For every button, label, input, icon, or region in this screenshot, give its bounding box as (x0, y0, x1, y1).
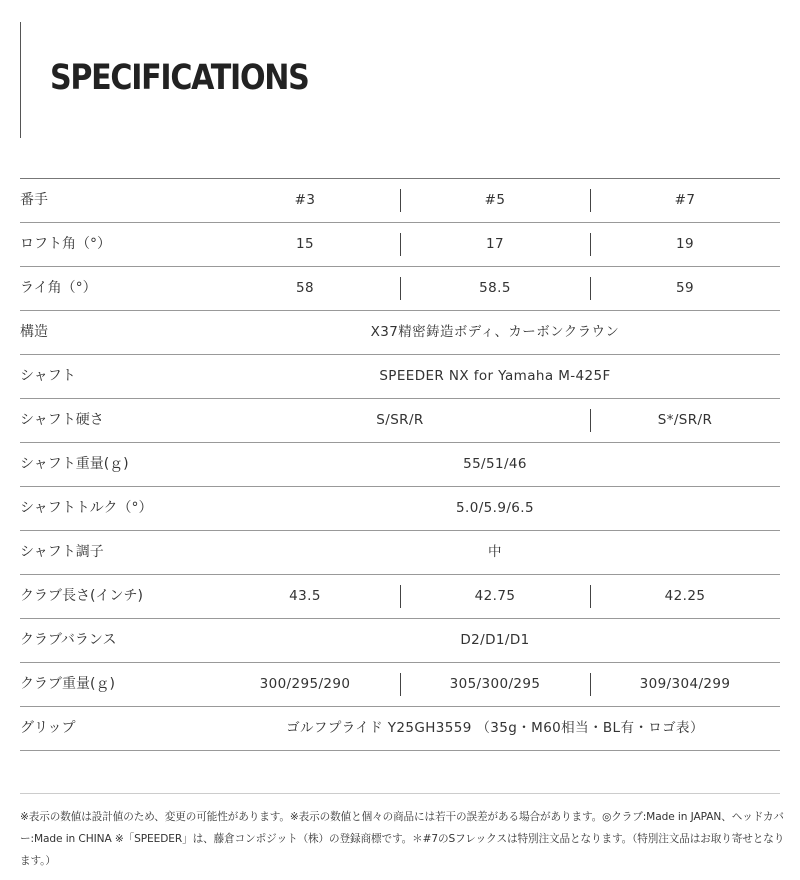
cell-club-7: 19 (676, 236, 694, 252)
footnote: ※表示の数値は設計値のため、変更の可能性があります。※表示の数値と個々の商品には若干の誤差がある場合があります。◎クラブ:Made in JAPAN、ヘッドカバー:Made in CHINA ※「SPEEDER」は、藤倉コンポジット（株）の登録商標です。＊#7のSフレックスは特別注文品となります。（特別注文品はお取り寄せとなります。） (20, 811, 785, 867)
row-label: クラブバランス (20, 632, 117, 648)
row-label: シャフトトルク（°） (20, 500, 153, 516)
cell-club-3: 58 (296, 280, 314, 296)
cell-all-clubs: 5.0/5.9/6.5 (456, 500, 534, 516)
cell-club-5: 58.5 (479, 280, 511, 296)
spec-row-number (20, 179, 780, 223)
row-label: 番手 (20, 192, 48, 208)
spec-row-lie (20, 267, 780, 311)
cell-club-5: 17 (486, 236, 504, 252)
title-accent-bar (20, 22, 21, 138)
spec-row-shaft-kick (20, 531, 780, 575)
cell-club-3: 15 (296, 236, 314, 252)
cell-club-7: S*/SR/R (657, 412, 713, 428)
cell-all-clubs: D2/D1/D1 (460, 632, 530, 648)
row-label: クラブ重量(ｇ) (20, 676, 115, 692)
cell-club-7: #7 (674, 192, 696, 208)
spec-row-shaft-torque (20, 487, 780, 531)
cell-all-clubs: X37精密鋳造ボディ、カーボンクラウン (370, 324, 620, 340)
cell-club-7: 59 (676, 280, 694, 296)
row-label: シャフト硬さ (20, 412, 104, 428)
spec-row-club-weight (20, 663, 780, 707)
cell-club-5: 42.75 (474, 588, 516, 604)
cell-club-3: 43.5 (289, 588, 321, 604)
row-label: ライ角（°） (20, 280, 97, 296)
cell-club-5: #5 (484, 192, 506, 208)
spec-row-shaft-weight (20, 443, 780, 487)
spec-row-loft (20, 223, 780, 267)
spec-row-shaft-flex (20, 399, 780, 443)
row-label: シャフト重量(ｇ) (20, 456, 129, 472)
cell-club-3-5: S/SR/R (376, 412, 424, 428)
spec-row-grip (20, 707, 780, 751)
cell-all-clubs: ゴルフプライド Y25GH3559 （35g・M60相当・BL有・ロゴ表） (286, 720, 704, 736)
row-label: 構造 (20, 324, 48, 340)
cell-club-5: 305/300/295 (449, 676, 541, 692)
cell-club-3: #3 (294, 192, 316, 208)
cell-all-clubs: 55/51/46 (463, 456, 527, 472)
cell-all-clubs: 中 (488, 544, 502, 560)
footnote-divider (20, 793, 780, 794)
row-label: シャフト調子 (20, 544, 104, 560)
cell-club-3: 300/295/290 (259, 676, 351, 692)
cell-club-7: 42.25 (664, 588, 706, 604)
spec-row-club-length (20, 575, 780, 619)
row-label: グリップ (20, 720, 76, 736)
row-label: ロフト角（°） (20, 236, 111, 252)
spec-row-club-balance (20, 619, 780, 663)
spec-row-shaft (20, 355, 780, 399)
cell-all-clubs: SPEEDER NX for Yamaha M-425F (379, 368, 611, 384)
row-label: シャフト (20, 368, 76, 384)
spec-table (20, 178, 780, 751)
cell-club-7: 309/304/299 (639, 676, 731, 692)
row-label: クラブ長さ(インチ) (20, 588, 143, 604)
page-title: SPECIFICATIONS (50, 58, 309, 98)
spec-row-construction (20, 311, 780, 355)
